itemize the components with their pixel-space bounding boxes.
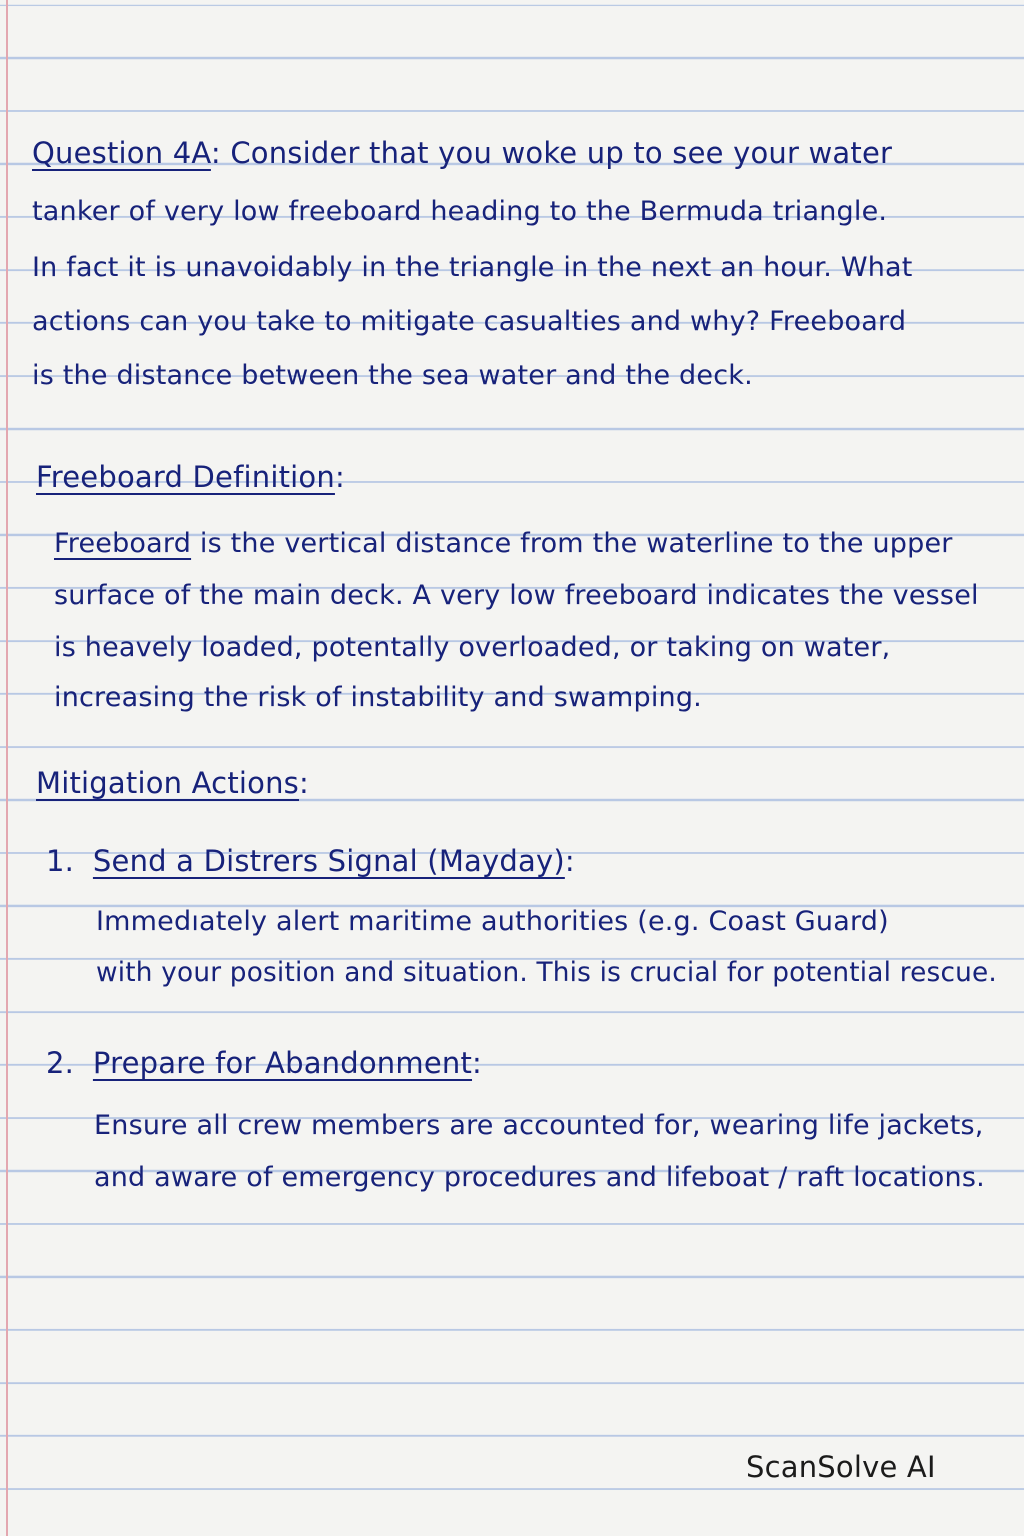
definition-first-line [54,528,953,559]
question-block-first-line [32,136,892,170]
definition-term: Freeboard [54,528,192,559]
question-label-colon: : [210,136,221,170]
mitigation-item-title: Prepare for Abandonment [92,1046,473,1080]
question-line: is the distance between the sea water and the deck. [32,360,753,391]
mitigation-item-colon: : [472,1046,482,1080]
question-line: In fact it is unavoidably in the triangle in the next an hour. What [32,252,913,283]
mitigation-item-title: Send a Distrers Signal (Mayday) [92,844,565,878]
definition-heading-colon: : [334,460,345,494]
mitigation-heading-colon: : [299,766,309,800]
definition-line: is heavely loaded, potentally overloaded, or taking on water, [54,632,891,663]
mitigation-item-number: 1. [46,844,75,878]
question-label: Question 4A [32,136,211,170]
definition-heading-row [36,460,345,494]
definition-line: surface of the main deck. A very low freeboard indicates the vessel [54,580,979,611]
definition-line: is the vertical distance from the waterline to the upper [199,528,953,559]
mitigation-item-colon: : [564,844,575,878]
margin-line [6,0,8,1536]
mitigation-item-line: Ensure all crew members are accounted for, wearing life jackets, [94,1110,984,1141]
definition-heading: Freeboard Definition [36,460,335,494]
mitigation-item-line: with your position and situation. This is crucial for potential rescue. [96,958,997,988]
question-line: tanker of very low freeboard heading to the Bermuda triangle. [32,196,888,227]
question-line: actions can you take to mitigate casualties and why? Freeboard [32,306,907,337]
mitigation-item-title-row [46,1046,482,1080]
mitigation-item-number: 2. [46,1046,75,1080]
mitigation-heading-row [36,766,309,800]
mitigation-item-title-row [46,844,575,878]
definition-line: increasing the risk of instability and swamping. [54,682,702,713]
signature: ScanSolve AI [746,1450,936,1484]
mitigation-item-line: Immedıately alert maritime authorities (e.g. Coast Guard) [96,906,889,937]
mitigation-heading: Mitigation Actions [36,766,299,800]
question-line: Consider that you woke up to see your water [230,136,893,170]
mitigation-item-line: and aware of emergency procedures and lifeboat / raft locations. [94,1162,985,1193]
